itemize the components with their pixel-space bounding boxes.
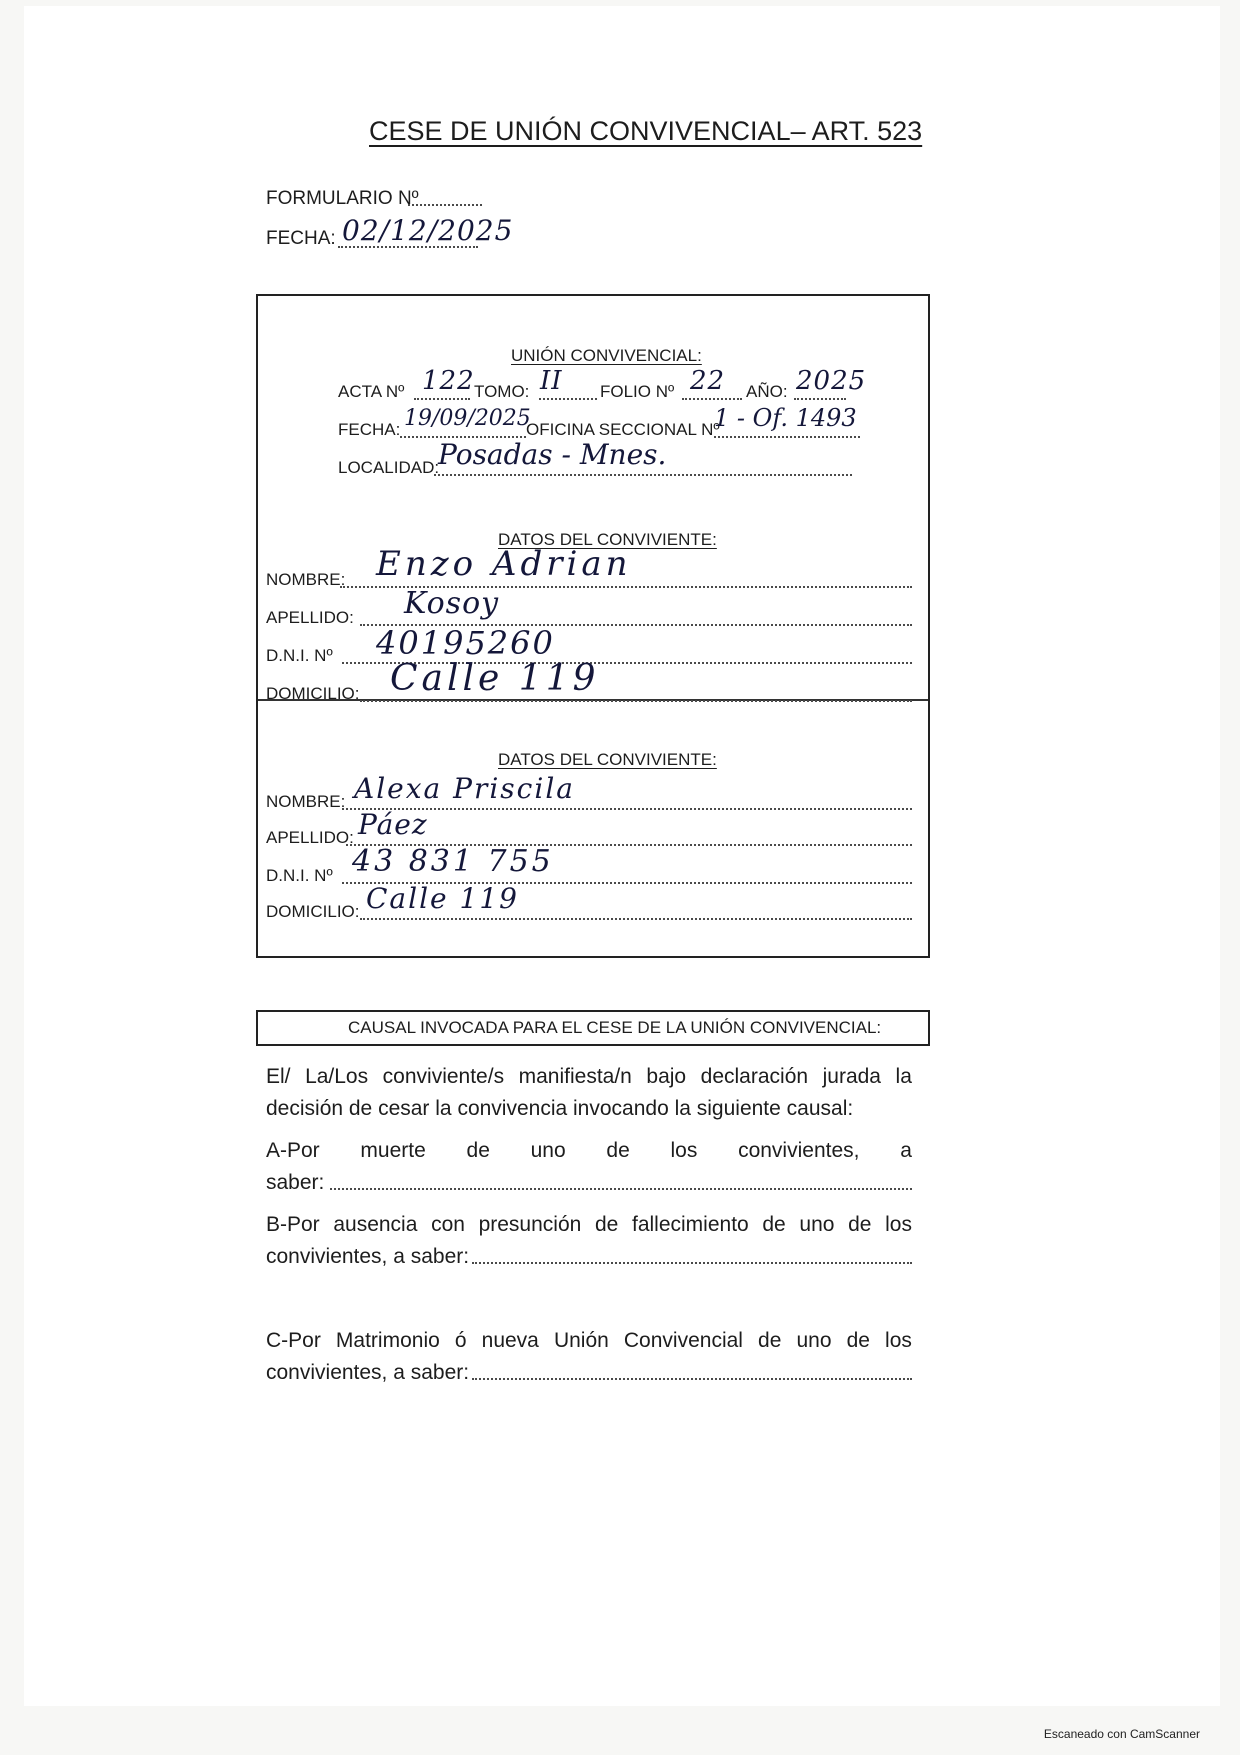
conviviente2-nombre-value: Alexa Priscila: [354, 772, 575, 805]
option-b-word: uno: [799, 1213, 835, 1236]
oficina-dots: [714, 436, 860, 438]
acta-label: ACTA Nº: [338, 382, 405, 401]
option-b-word: fallecimiento: [631, 1213, 749, 1236]
conviviente1-domicilio-dots: [360, 700, 912, 702]
option-c-word: de: [758, 1329, 782, 1352]
option-c-word: nueva: [481, 1329, 539, 1352]
anio-value: 2025: [796, 366, 867, 396]
intro-word: manifiesta/n: [518, 1065, 632, 1088]
conviviente2-apellido-value: Páez: [358, 808, 428, 841]
conviviente2-domicilio-label: DOMICILIO:: [266, 902, 360, 921]
option-b-word: B-Por: [266, 1213, 320, 1236]
union-fecha-value: 19/09/2025: [404, 406, 531, 431]
conviviente2-heading: DATOS DEL CONVIVIENTE:: [498, 750, 717, 769]
conviviente1-dni-label: D.N.I. Nº: [266, 646, 333, 665]
union-heading: UNIÓN CONVIVENCIAL:: [511, 346, 702, 365]
causal-option-b-line1: [266, 1208, 912, 1242]
option-c-word: los: [885, 1329, 912, 1352]
option-a-word: muerte: [360, 1139, 426, 1162]
causal-intro-line2: decisión de cesar la convivencia invocando la siguiente causal:: [266, 1097, 854, 1120]
oficina-value: 1 - Of. 1493: [714, 404, 857, 432]
document-title: CESE DE UNIÓN CONVIVENCIAL– ART. 523: [369, 116, 923, 146]
option-b-word: los: [885, 1213, 912, 1236]
option-a-word: convivientes,: [738, 1139, 860, 1162]
folio-label: FOLIO Nº: [600, 382, 675, 401]
option-c-dots: [472, 1378, 912, 1380]
option-c-word: de: [846, 1329, 870, 1352]
folio-dots: [682, 398, 742, 400]
scanner-watermark: Escaneado con CamScanner: [1043, 1727, 1200, 1741]
oficina-label: OFICINA SECCIONAL Nº: [526, 420, 720, 439]
option-c-word: Unión: [553, 1329, 609, 1352]
tomo-value: II: [540, 366, 563, 396]
date-value: 02/12/2025: [342, 214, 514, 247]
date-label: FECHA:: [266, 228, 336, 249]
option-a-word: los: [670, 1139, 698, 1162]
causal-option-b-line2: convivientes, a saber:: [266, 1245, 470, 1268]
conviviente1-heading: DATOS DEL CONVIVIENTE:: [498, 530, 717, 549]
conviviente2-dni-label: D.N.I. Nº: [266, 866, 333, 885]
option-b-word: ausencia: [333, 1213, 418, 1236]
causal-heading: CAUSAL INVOCADA PARA EL CESE DE LA UNIÓN CONVIVENCIAL:: [348, 1018, 882, 1037]
option-c-word: C-Por: [266, 1329, 321, 1352]
intro-word: El/: [266, 1065, 291, 1088]
intro-word: declaración: [700, 1065, 809, 1088]
option-a-dots: [330, 1188, 912, 1190]
conviviente1-dni-value: 40195260: [376, 624, 555, 662]
option-b-word: presunción: [478, 1213, 582, 1236]
acta-value: 122: [422, 366, 475, 396]
localidad-label: LOCALIDAD:: [338, 458, 440, 477]
option-b-dots: [472, 1262, 912, 1264]
option-b-word: de: [762, 1213, 786, 1236]
conviviente2-apellido-label: APELLIDO:: [266, 828, 354, 847]
form-number-dots: [408, 204, 482, 206]
causal-intro-line1: [266, 1060, 912, 1094]
tomo-label: TOMO:: [474, 382, 530, 401]
intro-word: La/Los: [305, 1065, 369, 1088]
intro-word: bajo: [646, 1065, 687, 1088]
option-a-word: A-Por: [266, 1139, 320, 1162]
option-c-word: Convivencial: [623, 1329, 743, 1352]
option-a-word: a: [900, 1139, 912, 1162]
conviviente1-nombre-value: Enzo Adrian: [376, 544, 632, 584]
intro-word: jurada: [822, 1065, 881, 1088]
option-a-word: uno: [530, 1139, 566, 1162]
union-fecha-label: FECHA:: [338, 420, 401, 439]
conviviente1-apellido-label: APELLIDO:: [266, 608, 354, 627]
conviviente2-domicilio-dots: [360, 918, 912, 920]
causal-option-a-line1: [266, 1134, 912, 1168]
option-b-word: de: [848, 1213, 872, 1236]
localidad-value: Posadas - Mnes.: [438, 438, 667, 471]
conviviente1-apellido-value: Kosoy: [404, 586, 500, 621]
conviviente2-domicilio-value: Calle 119: [366, 882, 519, 915]
anio-dots: [794, 398, 846, 400]
option-c-word: ó: [454, 1329, 467, 1352]
tomo-dots: [539, 398, 597, 400]
anio-label: AÑO:: [746, 382, 788, 401]
conviviente2-nombre-label: NOMBRE:: [266, 792, 346, 811]
option-b-word: con: [431, 1213, 465, 1236]
causal-option-c-line2: convivientes, a saber:: [266, 1361, 470, 1384]
causal-option-a-line2: saber:: [266, 1171, 325, 1194]
option-c-word: Matrimonio: [335, 1329, 440, 1352]
option-a-word: de: [606, 1139, 630, 1162]
option-c-word: uno: [796, 1329, 832, 1352]
causal-option-c-line1: [266, 1324, 912, 1358]
localidad-dots: [434, 474, 852, 476]
form-number-label: FORMULARIO Nº: [266, 188, 419, 209]
conviviente1-domicilio-label: DOMICILIO:: [266, 684, 360, 703]
acta-dots: [414, 398, 470, 400]
option-a-word: de: [466, 1139, 490, 1162]
intro-word: conviviente/s: [382, 1065, 505, 1088]
option-b-word: de: [594, 1213, 619, 1236]
folio-value: 22: [690, 366, 726, 396]
conviviente2-dni-value: 43 831 755: [352, 844, 554, 879]
scanned-page: [24, 6, 1220, 1706]
conviviente1-nombre-label: NOMBRE:: [266, 570, 346, 589]
conviviente1-domicilio-value: Calle 119: [390, 658, 600, 699]
intro-word: la: [895, 1065, 912, 1088]
